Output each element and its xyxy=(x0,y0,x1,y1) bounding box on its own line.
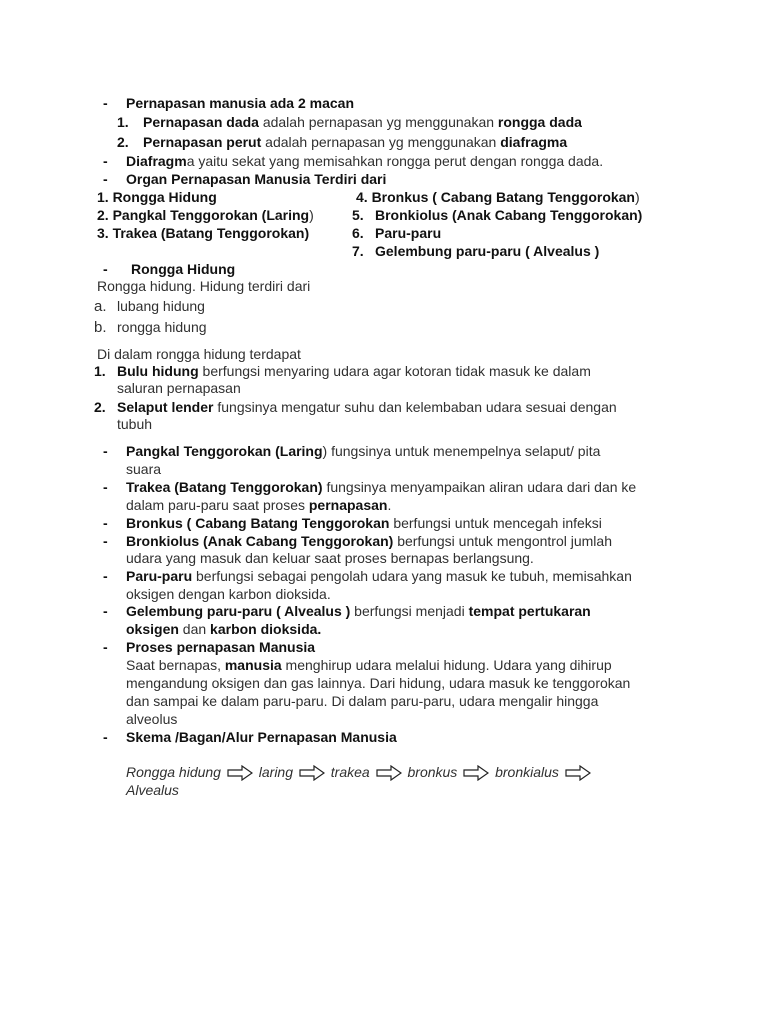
arrow-right-icon xyxy=(463,765,489,781)
skema-heading: Skema /Bagan/Alur Pernapasan Manusia xyxy=(126,729,397,745)
hidung-item-a: a. lubang hidung xyxy=(94,298,205,315)
hidung-item-b: b. rongga hidung xyxy=(94,319,207,336)
organ-item-4: 4. Bronkus ( Cabang Batang Tenggorokan) xyxy=(356,189,640,205)
flow-step: trakea xyxy=(330,764,370,780)
function-paru: Paru-paru berfungsi sebagai pengolah udara yang masuk ke tubuh, memisahkan xyxy=(126,568,632,584)
function-bronkus: Bronkus ( Cabang Batang Tenggorokan berfungsi untuk mencegah infeksi xyxy=(126,515,602,531)
bullet-dash: - xyxy=(103,568,108,584)
flow-step-last: Alvealus xyxy=(126,782,179,798)
bullet-dash: - xyxy=(103,533,108,549)
diafragma-line: Diafragma yaitu sekat yang memisahkan rongga perut dengan rongga dada. xyxy=(126,153,604,169)
organ-list-heading: Organ Pernapasan Manusia Terdiri dari xyxy=(126,171,387,187)
proses-line-3: dan sampai ke dalam paru-paru. Di dalam paru-paru, udara mengalir hingga xyxy=(126,693,599,709)
bullet-dash: - xyxy=(103,261,108,277)
function-alvealus: Gelembung paru-paru ( Alvealus ) berfungsi menjadi tempat pertukaran xyxy=(126,603,591,619)
bullet-dash: - xyxy=(103,729,108,745)
hidung-inside-intro: Di dalam rongga hidung terdapat xyxy=(97,346,301,362)
function-bronkiolus-cont: udara yang masuk dan keluar saat proses bernapas berlangsung. xyxy=(126,550,534,566)
function-bronkiolus: Bronkiolus (Anak Cabang Tenggorokan) berfungsi untuk mengontrol jumlah xyxy=(126,533,612,549)
organ-item-6: 6. Paru-paru xyxy=(352,225,442,241)
proses-line-2: mengandung oksigen dan gas lainnya. Dari hidung, udara masuk ke tenggorokan xyxy=(126,675,631,691)
bullet-dash: - xyxy=(103,95,108,111)
function-alvealus-cont: oksigen dan karbon dioksida. xyxy=(126,621,322,637)
proses-heading: Proses pernapasan Manusia xyxy=(126,639,316,655)
arrow-right-icon xyxy=(227,765,253,781)
bullet-dash: - xyxy=(103,153,108,169)
organ-item-2: 2. Pangkal Tenggorokan (Laring) xyxy=(97,207,314,223)
intro-heading: Pernapasan manusia ada 2 macan xyxy=(126,95,354,111)
bullet-dash: - xyxy=(103,603,108,619)
bullet-dash: - xyxy=(103,479,108,495)
arrow-right-icon xyxy=(565,765,591,781)
rongga-hidung-heading: Rongga Hidung xyxy=(131,261,236,277)
proses-line-4: alveolus xyxy=(126,711,178,727)
bullet-dash: - xyxy=(103,443,108,459)
function-laring: Pangkal Tenggorokan (Laring) fungsinya untuk menempelnya selaput/ pita xyxy=(126,443,601,459)
hidung-intro: Rongga hidung. Hidung terdiri dari xyxy=(97,278,311,294)
organ-item-7: 7. Gelembung paru-paru ( Alvealus ) xyxy=(352,243,600,259)
intro-item-2: 2. Pernapasan perut adalah pernapasan yg menggunakan diafragma xyxy=(117,134,568,150)
organ-item-3: 3. Trakea (Batang Tenggorokan) xyxy=(97,225,310,241)
function-paru-cont: oksigen dengan karbon dioksida. xyxy=(126,586,331,602)
hidung-inside-item-1: 1. Bulu hidung berfungsi menyaring udara agar kotoran tidak masuk ke dalam xyxy=(94,363,591,379)
bullet-dash: - xyxy=(103,171,108,187)
flow-step: bronkus xyxy=(407,764,458,780)
flow-step: Rongga hidung xyxy=(126,764,221,780)
hidung-inside-item-2: 2. Selaput lender fungsinya mengatur suhu dan kelembaban udara sesuai dengan xyxy=(94,399,617,415)
arrow-right-icon xyxy=(299,765,325,781)
organ-item-1: 1. Rongga Hidung xyxy=(97,189,217,205)
organ-item-5: 5. Bronkiolus (Anak Cabang Tenggorokan) xyxy=(352,207,643,223)
skema-flow xyxy=(126,764,593,781)
flow-step: laring xyxy=(258,764,294,780)
bullet-dash: - xyxy=(103,639,108,655)
function-trakea-cont: dalam paru-paru saat proses pernapasan. xyxy=(126,497,392,513)
arrow-right-icon xyxy=(376,765,402,781)
bullet-dash: - xyxy=(103,515,108,531)
flow-step: bronkialus xyxy=(495,764,559,780)
proses-line-1: Saat bernapas, manusia menghirup udara melalui hidung. Udara yang dihirup xyxy=(126,657,612,673)
hidung-inside-item-2-cont: tubuh xyxy=(117,416,153,432)
hidung-inside-item-1-cont: saluran pernapasan xyxy=(117,380,241,396)
function-laring-cont: suara xyxy=(126,461,162,477)
intro-item-1: 1. Pernapasan dada adalah pernapasan yg menggunakan rongga dada xyxy=(117,114,582,130)
function-trakea: Trakea (Batang Tenggorokan) fungsinya menyampaikan aliran udara dari dan ke xyxy=(126,479,637,495)
